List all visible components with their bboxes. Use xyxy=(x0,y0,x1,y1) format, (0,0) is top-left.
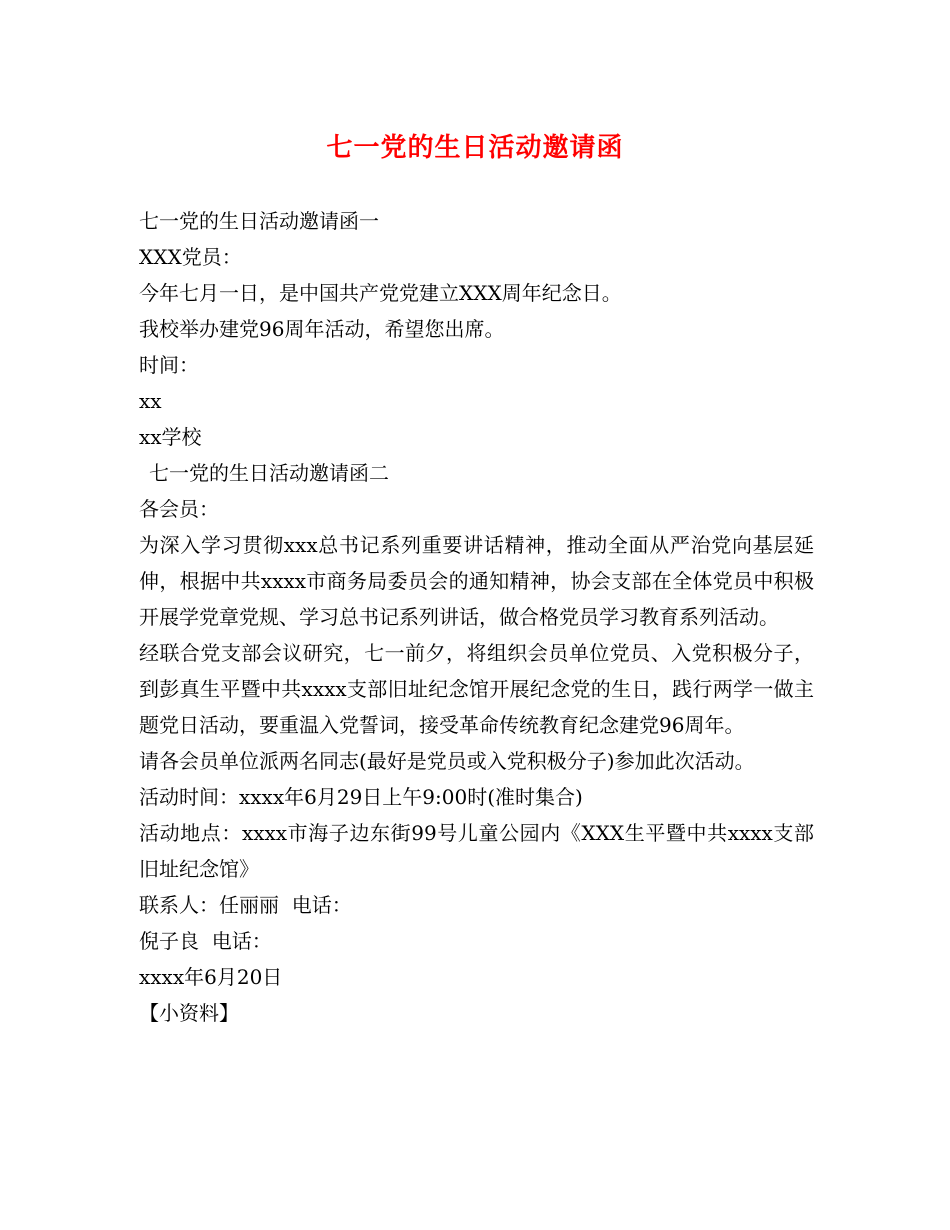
contact-person-one: 联系人：任丽丽 电话： xyxy=(139,893,352,917)
activity-time: 活动时间：xxxx年6月29日上午9:00时(准时集合) xyxy=(139,785,583,809)
invitation-one-heading: 七一党的生日活动邀请函一 xyxy=(139,209,379,233)
reference-section-heading: 【小资料】 xyxy=(139,1001,239,1025)
event-sentence: 我校举办建党96周年活动，希望您出席。 xyxy=(139,317,505,341)
document-title: 七一党的生日活动邀请函 xyxy=(326,133,624,163)
invitation-two-heading: 七一党的生日活动邀请函二 xyxy=(149,461,389,485)
salutation-party-member: XXX党员： xyxy=(139,245,242,269)
paragraph-activity-plan: 经联合党支部会议研究，七一前夕，将组织会员单位党员、入党积极分子，到彭真生平暨中共xxxx支部旧址纪念馆开展纪念党的生日，践行两学一做主题党日活动，要重温入党誓词，接受革命传统教育纪念建党96周年。 xyxy=(139,641,814,737)
time-value: xx xyxy=(139,389,162,413)
paragraph-attendance-request: 请各会员单位派两名同志(最好是党员或入党积极分子)参加此次活动。 xyxy=(139,749,755,773)
salutation-members: 各会员： xyxy=(139,497,219,521)
activity-location: 活动地点：xxxx市海子边东街99号儿童公园内《XXX生平暨中共xxxx支部旧址纪念馆》 xyxy=(139,821,814,881)
document-body xyxy=(139,203,814,1031)
time-label: 时间： xyxy=(139,353,199,377)
school-signature: xx学校 xyxy=(139,425,202,449)
anniversary-sentence: 今年七月一日，是中国共产党党建立XXX周年纪念日。 xyxy=(139,281,622,305)
document-date: xxxx年6月20日 xyxy=(139,965,283,989)
contact-person-two: 倪子良 电话： xyxy=(139,929,272,953)
paragraph-study-intro: 为深入学习贯彻xxx总书记系列重要讲话精神，推动全面从严治党向基层延伸，根据中共xxxx市商务局委员会的通知精神，协会支部在全体党员中积极开展学党章党规、学习总书记系列讲话，做合格党员学习教育系列活动。 xyxy=(139,533,814,629)
